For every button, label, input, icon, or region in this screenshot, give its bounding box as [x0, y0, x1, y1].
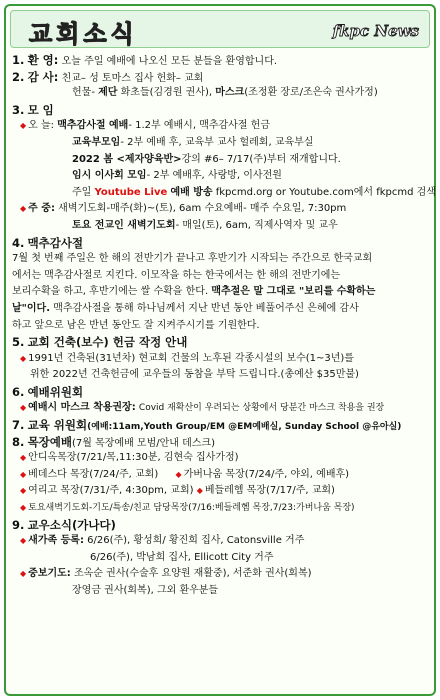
- bullet-icon: ◆: [20, 503, 27, 513]
- meeting-text: - 매일(토), 6am, 직제사역자 및 교우: [175, 219, 338, 231]
- bullet-icon: ◆: [20, 121, 27, 131]
- section-building: [12, 334, 430, 351]
- offering-label: 헌물-: [72, 87, 95, 99]
- mask-notice-text: Covid 재확산이 우려되는 상황에서 당분간 마스크 착용을 권장: [138, 403, 385, 414]
- meeting-title: 교육부모임: [72, 136, 121, 148]
- section-number: 6.: [12, 384, 25, 399]
- page-title: 교회소식: [29, 20, 138, 48]
- paragraph-line: 하고 앞으로 남은 반년 동안도 잘 지켜주시기를 기원한다.: [12, 319, 260, 331]
- meeting-prefix: 주일: [72, 186, 92, 198]
- meeting-text: fkpcmd.org or Youtube.com에서 fkpcmd 검색: [215, 186, 436, 198]
- bullet-icon: ◆: [20, 536, 27, 546]
- meeting-text: 새벽기도회-매주(화)~(토), 6am 수요예배- 매주 수요일, 7:30pm: [58, 203, 347, 215]
- meeting-title: 임시 이사회 모임: [72, 170, 147, 182]
- section-number: 5.: [12, 335, 25, 350]
- cell-group-text: 가버나움 목장(7/24/주, 야외, 예배후): [183, 468, 350, 480]
- section-label: 예배위원회: [27, 384, 84, 399]
- paragraph-line: [12, 301, 430, 318]
- bullet-icon: ◆: [20, 353, 27, 363]
- section-education: [12, 417, 430, 434]
- altar-text: 화초들(김경원 권사),: [120, 87, 213, 99]
- paragraph-line: 7월 첫 번째 주일은 한 해의 전반기가 끝나고 후반기가 시작되는 주간으로 한국교회: [12, 253, 373, 265]
- section-label: 맥추감사절: [27, 235, 84, 250]
- section-number: 1.: [12, 53, 25, 67]
- cell-group-row: [12, 483, 430, 500]
- bullet-icon: ◆: [20, 469, 27, 479]
- paragraph-emphasis: 날"이다.: [12, 302, 50, 314]
- meeting-youtube: [12, 185, 436, 202]
- meeting-today: [12, 118, 430, 135]
- prayer-requests: [12, 566, 430, 583]
- meeting-label: 오 늘:: [28, 120, 55, 132]
- section-label: 교우소식(가나다): [27, 517, 116, 532]
- thanks-offering-line: [12, 85, 430, 102]
- cell-group-text: 여리고 목장(7/31/주, 4:30pm, 교회): [28, 485, 194, 497]
- section-number: 2.: [12, 69, 25, 84]
- building-line: [12, 351, 430, 368]
- mask-notice-label: 예배시 마스크 착용권장:: [28, 402, 136, 414]
- news-label: 새가족 등록:: [28, 535, 84, 547]
- section-number: 3.: [12, 102, 25, 117]
- meeting-title: 2022 봄 <제자양육반>: [72, 153, 182, 165]
- news-text: 6/26(주), 황성희/ 황진희 집사, Catonsville 거주: [87, 535, 305, 547]
- section-label: 목장예배: [27, 434, 72, 449]
- section-meetings: [12, 102, 430, 119]
- section-number: 9.: [12, 517, 25, 532]
- section-text: (7월 목장예배 모범/안내 데스크): [72, 437, 215, 449]
- section-thanks: [12, 69, 430, 86]
- section-label: 감 사:: [27, 69, 59, 84]
- section-member-news: [12, 517, 430, 534]
- section-label: 교회 건축(보수) 헌금 작정 안내: [27, 335, 188, 350]
- section-worship-committee: [12, 384, 430, 401]
- section-label: 모 임: [27, 102, 54, 117]
- bullet-icon: ◆: [20, 204, 27, 214]
- meeting-text: - 2부 예배후, 사랑방, 이사전원: [146, 170, 282, 182]
- section-label: 교육 위원회: [27, 418, 88, 433]
- header-banner: [10, 10, 430, 48]
- section-number: 8.: [12, 434, 25, 449]
- meeting-board: [12, 168, 430, 185]
- section-thanksgiving: [12, 235, 430, 252]
- paragraph-line: [12, 284, 430, 301]
- cell-group-text: 베들레헴 목장(7/17/주, 교회): [204, 485, 335, 497]
- bullet-icon: ◆: [20, 453, 27, 463]
- section-number: 7.: [12, 418, 25, 433]
- building-text: 위한 2022년 건축헌금에 교우들의 동참을 부탁 드립니다.(총예산 $35만불): [30, 369, 359, 381]
- mask-label: 마스크: [215, 87, 245, 99]
- mask-text: (조정환 장로/조은숙 권사가정): [244, 87, 378, 99]
- meeting-weekday: [12, 201, 430, 218]
- paragraph-emphasis: 맥추절은 말 그대로 "보리를 수확하는: [211, 286, 376, 298]
- cell-group-text: 토요새벽기도회-기도/특송/친교 담당목장(7/16:베들레헴 목장,7/23:가버나움 목장): [28, 503, 355, 514]
- paragraph-text: 보리수확을 하고, 후반기에는 쌀 수확을 한다.: [12, 286, 209, 298]
- section-cell-groups: [12, 434, 430, 451]
- bullet-icon: ◆: [196, 486, 203, 496]
- bullet-icon: ◆: [20, 569, 27, 579]
- youtube-live-label: Youtube Live: [94, 186, 168, 198]
- meeting-text: - 1.2부 예배시, 맥추감사절 헌금: [128, 120, 270, 132]
- mask-notice: [12, 400, 430, 417]
- cell-group-text: 안디옥목장(7/21/목,11:30분, 김현숙 집사가정): [28, 452, 239, 464]
- section-text: 오늘 주일 예배에 나오신 모든 분들을 환영합니다.: [61, 56, 278, 67]
- meeting-label: 주 중:: [28, 203, 55, 215]
- news-content: [12, 52, 436, 600]
- meeting-text: - 2부 예배 후, 교육부 교사 헐레회, 교육부실: [120, 136, 314, 148]
- bullet-icon: ◆: [20, 403, 27, 413]
- cell-group-row: [12, 450, 430, 467]
- news-text: 6/26(주), 박남희 집사, Ellicott City 거주: [90, 551, 274, 563]
- news-text: 조옥순 권사(수술후 요양원 재활중), 서준화 권사(회복): [73, 568, 312, 580]
- meeting-title: 맥추감사절 예배: [57, 120, 129, 132]
- new-members: [12, 533, 430, 550]
- section-text: 친교– 성 토마스 집사 헌화– 교회: [61, 72, 204, 84]
- section-text: (예배:11am,Youth Group/EM @EM예배실, Sunday School @유아실): [87, 422, 402, 433]
- paragraph-text: 맥추감사절을 통해 하나님께서 지난 반년 동안 베풀어주신 은혜에 감사: [53, 302, 359, 314]
- section-label: 환 영:: [27, 53, 59, 67]
- cell-group-text: 베데스다 목장(7/24/주, 교회): [28, 468, 159, 480]
- news-text: 장영금 권사(회복), 그외 환우분들: [72, 585, 219, 596]
- section-number: 4.: [12, 235, 25, 250]
- meeting-text: 강의 #6– 7/17(주)부터 재개합니다.: [181, 153, 341, 165]
- news-label: 중보기도:: [28, 568, 71, 580]
- cell-group-row: [12, 500, 430, 517]
- meeting-discipleship: [12, 152, 430, 169]
- meeting-title: 예배 방송: [170, 186, 213, 198]
- section-welcome: [12, 52, 430, 69]
- meeting-education: [12, 135, 430, 152]
- altar-label: 제단: [98, 87, 118, 99]
- bullet-icon: ◆: [175, 469, 182, 479]
- cell-group-row: [12, 467, 430, 484]
- bullet-icon: ◆: [20, 486, 27, 496]
- paragraph-line: 에서는 맥추감사절로 지킨다. 이모작을 하는 한국에서는 한 해의 전반기에는: [12, 269, 341, 281]
- news-badge: fkpc News: [332, 22, 419, 40]
- building-text: 1991년 건축된(31년차) 현교회 건물의 노후된 각종시설의 보수(1~3년)를: [28, 352, 354, 364]
- meeting-title: 토요 전교인 새벽기도회: [72, 219, 176, 231]
- meeting-saturday: [12, 218, 430, 235]
